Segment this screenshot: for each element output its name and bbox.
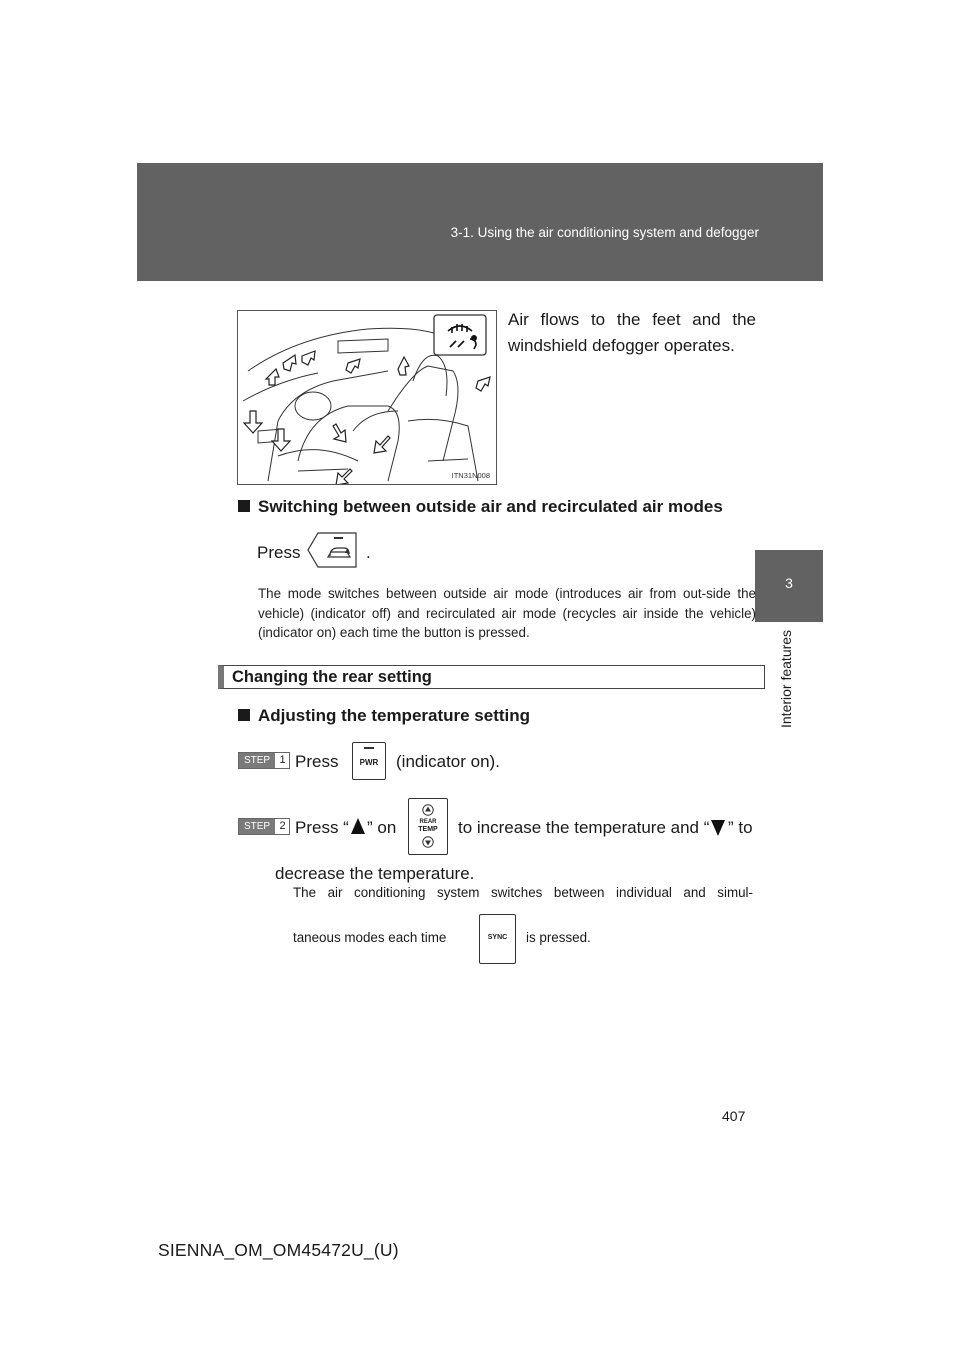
recirc-press-label: Press: [257, 543, 301, 562]
temp-button-text: TEMP: [418, 826, 438, 833]
section-title: 3-1. Using the air conditioning system and defogger: [450, 225, 759, 240]
step-2-press-open: Press “: [295, 818, 349, 837]
section-heading: Changing the rear setting: [232, 668, 432, 686]
step-2-line2: decrease the temperature.: [275, 864, 475, 883]
step-number: 2: [279, 820, 286, 832]
step-1-suffix: (indicator on).: [396, 752, 500, 771]
pwr-button-text: PWR: [359, 758, 379, 767]
pwr-indicator-icon: [364, 747, 374, 749]
illustration-code: ITN31N008: [451, 471, 490, 480]
rear-temp-button-icon: [408, 798, 448, 855]
square-bullet-icon: [238, 709, 250, 721]
section-heading-bar: [218, 665, 765, 689]
cabin-airflow-illustration: [237, 310, 497, 485]
up-triangle-icon: [350, 816, 366, 836]
step-label: STEP: [239, 753, 275, 768]
square-bullet-icon: [238, 500, 250, 512]
header-band: [137, 163, 823, 281]
temp-up-icon: [422, 804, 434, 816]
sync-button-icon: [479, 914, 516, 964]
step-2-close: ” to: [728, 818, 753, 837]
chapter-number: 3: [785, 575, 793, 591]
sync-note-pre: taneous modes each time: [293, 930, 447, 945]
recirc-press-suffix: .: [366, 543, 371, 562]
rear-button-text: REAR: [419, 819, 437, 825]
step-2-badge: [238, 818, 290, 835]
page-number: 407: [722, 1108, 746, 1124]
manual-code: SIENNA_OM_OM45472U_(U): [158, 1240, 399, 1260]
step-number: 1: [279, 754, 286, 766]
temp-heading-text: Adjusting the temperature setting: [258, 706, 531, 725]
temp-down-icon: [422, 836, 434, 848]
step-2-increase: to increase the temperature and “: [458, 818, 710, 837]
step-1-badge: [238, 752, 290, 769]
pwr-button-icon: [352, 742, 386, 780]
step-1-press: Press: [295, 752, 339, 771]
step-label: STEP: [239, 819, 275, 834]
sync-note-line1: The air conditioning system switches between individual and simul-: [293, 885, 753, 900]
intro-text: Air flows to the feet and the windshield defogger operates.: [508, 310, 756, 355]
sync-button-text: SYNC: [487, 934, 508, 941]
step-2-mid: ” on: [367, 818, 397, 837]
temp-heading: [238, 706, 530, 726]
sync-note-post: is pressed.: [526, 930, 591, 945]
recirc-heading: [238, 497, 723, 517]
recirc-note: The mode switches between outside air mode (introduces air from out-side the vehicle) (indicator off) and recirculated air mode (recycles air inside the vehicle) (indicator on) each time the button is pressed.: [258, 586, 756, 640]
down-triangle-icon: [710, 818, 726, 838]
cabin-airflow-drawing: [238, 311, 496, 484]
recirc-button-icon: [306, 531, 358, 569]
chapter-label: [772, 596, 800, 736]
recirc-heading-text: Switching between outside air and recirculated air modes: [258, 497, 723, 516]
chapter-label-text: Interior features: [778, 629, 794, 728]
